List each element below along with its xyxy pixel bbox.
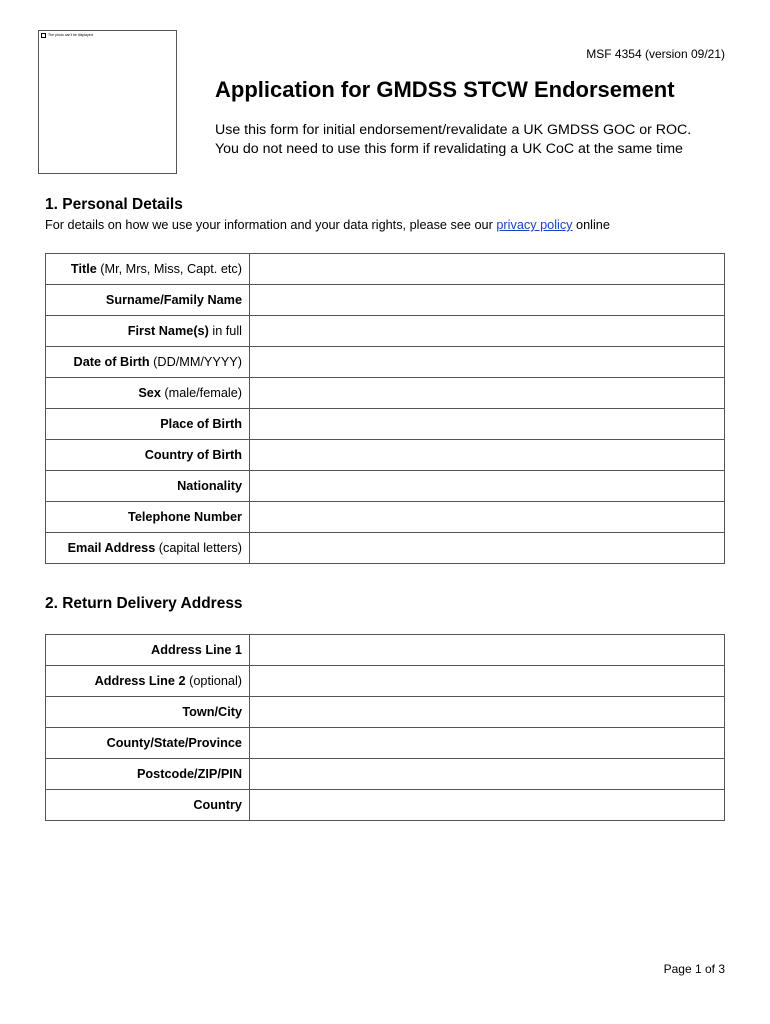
field-label-hint: in full bbox=[208, 324, 242, 338]
field-input-cell bbox=[250, 254, 725, 285]
intro-text bbox=[215, 121, 691, 159]
form-row bbox=[46, 697, 725, 728]
privacy-policy-link[interactable]: privacy policy bbox=[496, 218, 573, 232]
field-label-hint: (male/female) bbox=[160, 386, 242, 400]
field-input[interactable] bbox=[250, 293, 724, 307]
field-label-main: County/State/Province bbox=[106, 736, 242, 750]
privacy-notice bbox=[45, 218, 610, 232]
field-label-main: Country of Birth bbox=[144, 448, 242, 462]
section-heading-address: 2. Return Delivery Address bbox=[45, 595, 243, 612]
form-row bbox=[46, 728, 725, 759]
field-label bbox=[46, 666, 250, 697]
field-label bbox=[46, 440, 250, 471]
field-input-cell bbox=[250, 316, 725, 347]
field-input[interactable] bbox=[250, 510, 724, 524]
field-input[interactable] bbox=[250, 324, 724, 338]
field-label-main: Town/City bbox=[182, 705, 242, 719]
photo-caption-text: The photo can't be displayed. bbox=[48, 33, 94, 37]
field-label bbox=[46, 533, 250, 564]
field-label-hint: (optional) bbox=[185, 674, 242, 688]
field-input-cell bbox=[250, 666, 725, 697]
field-label-main: First Name(s) bbox=[127, 324, 209, 338]
field-label-main: Telephone Number bbox=[128, 510, 242, 524]
field-input[interactable] bbox=[250, 736, 724, 750]
field-input[interactable] bbox=[250, 643, 724, 657]
form-row bbox=[46, 378, 725, 409]
field-input-cell bbox=[250, 533, 725, 564]
field-input-cell bbox=[250, 635, 725, 666]
field-input-cell bbox=[250, 502, 725, 533]
field-input-cell bbox=[250, 347, 725, 378]
field-label-main: Email Address bbox=[67, 541, 156, 555]
field-input[interactable] bbox=[250, 674, 724, 688]
field-input[interactable] bbox=[250, 448, 724, 462]
form-row bbox=[46, 285, 725, 316]
field-label-hint: (DD/MM/YYYY) bbox=[149, 355, 242, 369]
form-row bbox=[46, 635, 725, 666]
field-input-cell bbox=[250, 285, 725, 316]
field-label-main: Address Line 1 bbox=[151, 643, 242, 657]
field-input-cell bbox=[250, 697, 725, 728]
field-input[interactable] bbox=[250, 262, 724, 276]
field-label-main: Surname/Family Name bbox=[105, 293, 242, 307]
field-input[interactable] bbox=[250, 355, 724, 369]
field-label bbox=[46, 759, 250, 790]
field-input-cell bbox=[250, 759, 725, 790]
field-label-main: Place of Birth bbox=[160, 417, 242, 431]
form-row bbox=[46, 471, 725, 502]
form-row bbox=[46, 790, 725, 821]
field-input[interactable] bbox=[250, 386, 724, 400]
field-input-cell bbox=[250, 790, 725, 821]
field-label bbox=[46, 316, 250, 347]
page-title: Application for GMDSS STCW Endorsement bbox=[215, 77, 675, 102]
field-input-cell bbox=[250, 440, 725, 471]
field-input[interactable] bbox=[250, 767, 724, 781]
field-label-hint: (Mr, Mrs, Miss, Capt. etc) bbox=[96, 262, 242, 276]
field-input[interactable] bbox=[250, 541, 724, 555]
form-row bbox=[46, 409, 725, 440]
form-row bbox=[46, 347, 725, 378]
field-input[interactable] bbox=[250, 798, 724, 812]
field-label-main: Title bbox=[70, 262, 97, 276]
field-input-cell bbox=[250, 728, 725, 759]
field-label-hint: (capital letters) bbox=[155, 541, 242, 555]
field-input[interactable] bbox=[250, 479, 724, 493]
field-label-main: Nationality bbox=[177, 479, 242, 493]
field-label bbox=[46, 409, 250, 440]
field-input[interactable] bbox=[250, 417, 724, 431]
field-label-main: Country bbox=[193, 798, 242, 812]
field-input-cell bbox=[250, 409, 725, 440]
field-input[interactable] bbox=[250, 705, 724, 719]
form-row bbox=[46, 254, 725, 285]
field-label bbox=[46, 635, 250, 666]
photo-placeholder bbox=[38, 30, 177, 174]
broken-image-caption bbox=[41, 33, 94, 38]
field-label bbox=[46, 502, 250, 533]
field-label-main: Sex bbox=[138, 386, 161, 400]
field-label bbox=[46, 471, 250, 502]
field-label bbox=[46, 697, 250, 728]
privacy-text-before: For details on how we use your information and your data rights, please see our bbox=[45, 218, 497, 232]
personal-details-table bbox=[45, 253, 725, 564]
field-input-cell bbox=[250, 378, 725, 409]
privacy-text-after: online bbox=[572, 218, 610, 232]
section-heading-personal: 1. Personal Details bbox=[45, 196, 183, 213]
page-number: Page 1 of 3 bbox=[663, 962, 725, 976]
form-row bbox=[46, 666, 725, 697]
form-row bbox=[46, 502, 725, 533]
intro-line-1: Use this form for initial endorsement/revalidate a UK GMDSS GOC or ROC. bbox=[215, 122, 692, 138]
field-label bbox=[46, 378, 250, 409]
field-label bbox=[46, 728, 250, 759]
field-label-main: Date of Birth bbox=[73, 355, 150, 369]
form-row bbox=[46, 533, 725, 564]
field-input-cell bbox=[250, 471, 725, 502]
field-label bbox=[46, 347, 250, 378]
field-label-main: Postcode/ZIP/PIN bbox=[136, 767, 242, 781]
intro-line-2: You do not need to use this form if revalidating a UK CoC at the same time bbox=[215, 141, 683, 157]
field-label bbox=[46, 254, 250, 285]
form-row bbox=[46, 759, 725, 790]
delivery-address-table bbox=[45, 634, 725, 821]
form-code: MSF 4354 (version 09/21) bbox=[586, 47, 725, 61]
field-label bbox=[46, 790, 250, 821]
field-label-main: Address Line 2 bbox=[94, 674, 186, 688]
form-row bbox=[46, 316, 725, 347]
field-label bbox=[46, 285, 250, 316]
form-row bbox=[46, 440, 725, 471]
broken-image-icon bbox=[41, 33, 46, 38]
